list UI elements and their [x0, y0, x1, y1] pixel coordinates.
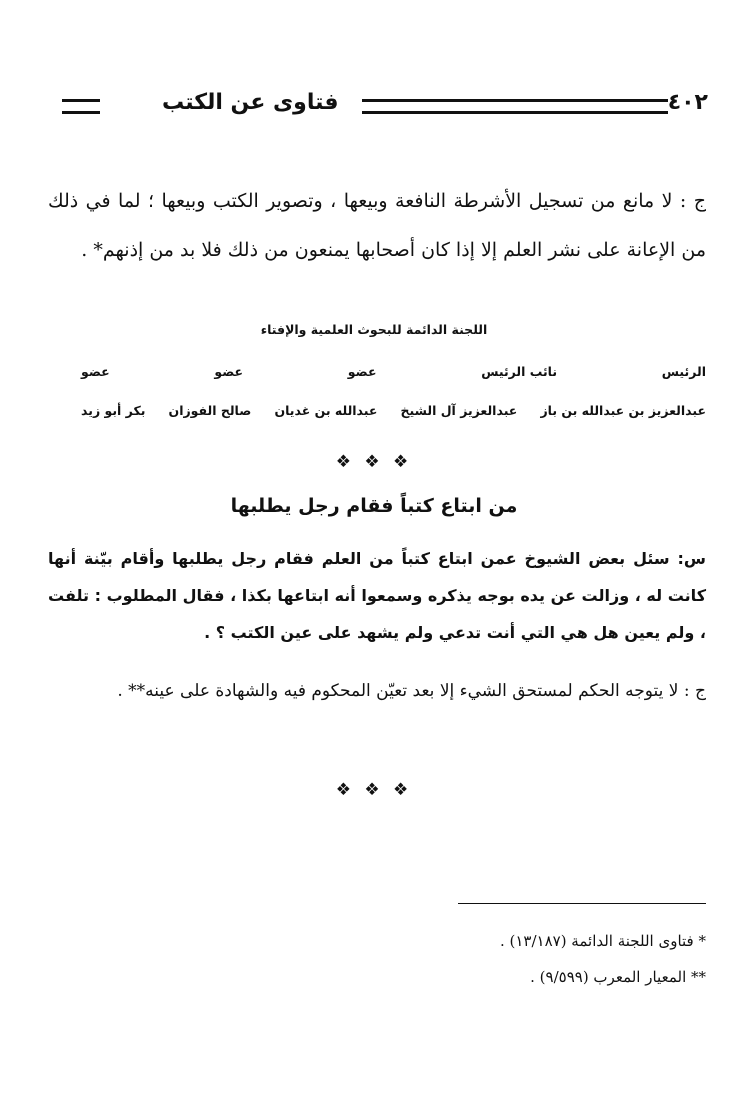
committee-titles — [81, 364, 706, 379]
section-separator: ❖ ❖ ❖ — [335, 452, 413, 472]
committee-member: عبدالله بن غديان — [274, 403, 378, 418]
committee-member: صالح الفوزان — [168, 403, 252, 418]
running-header — [62, 88, 708, 122]
answer-paragraph: ج : لا يتوجه الحكم لمستحق الشيء إلا بعد تعيّن المحكوم فيه والشهادة على عينه** . — [117, 681, 706, 701]
committee-member: عبدالعزيز آل الشيخ — [400, 403, 518, 418]
fatwa-answer-paragraph: ج : لا مانع من تسجيل الأشرطة النافعة وبيعها ، وتصوير الكتب وبيعها ؛ لما في ذلك من الإعانة على نشر العلم إلا إذا كان أصحابها يمنعون من ذلك فلا بد من إذنهم* . — [48, 190, 706, 261]
header-rule-end — [62, 99, 100, 114]
committee-title: عضو — [214, 364, 244, 379]
fatwa-heading: من ابتاع كتباً فقام رجل يطلبها — [230, 495, 518, 517]
footnote: * فتاوى اللجنة الدائمة (١٣/١٨٧) . — [499, 932, 706, 950]
footnotes — [66, 923, 706, 995]
committee-member: عبدالعزيز بن عبدالله بن باز — [540, 403, 706, 418]
committee-title: الرئيس — [661, 364, 706, 379]
committee-title: عضو — [81, 364, 110, 379]
header-rule — [362, 99, 668, 114]
running-title: فتاوى عن الكتب — [162, 90, 339, 115]
committee-title: نائب الرئيس — [481, 364, 558, 379]
committee-name: اللجنة الدائمة للبحوث العلمية والإفتاء — [260, 322, 488, 337]
section-separator: ❖ ❖ ❖ — [335, 780, 413, 800]
committee-title: عضو — [347, 364, 377, 379]
question-paragraph: س: سئل بعض الشيوخ عمن ابتاع كتباً من العلم فقام رجل يطلبها وأقام بيّنة أنها كانت له ، وزالت عن يده بوجه يذكره وسمعوا أنه ابتاعها بكذا ، فقال المطلوب : تلفت ، ولم يعين هل هي التي أنت تدعي ولم يشهد على عين الكتب ؟ . — [48, 549, 706, 642]
footnote-rule — [458, 903, 706, 904]
page-number: ٤٠٢ — [667, 90, 708, 115]
committee-members — [81, 403, 706, 418]
footnote: ** المعيار المعرب (٩/٥٩٩) . — [530, 968, 706, 986]
committee-member: بكر أبو زيد — [81, 403, 146, 418]
